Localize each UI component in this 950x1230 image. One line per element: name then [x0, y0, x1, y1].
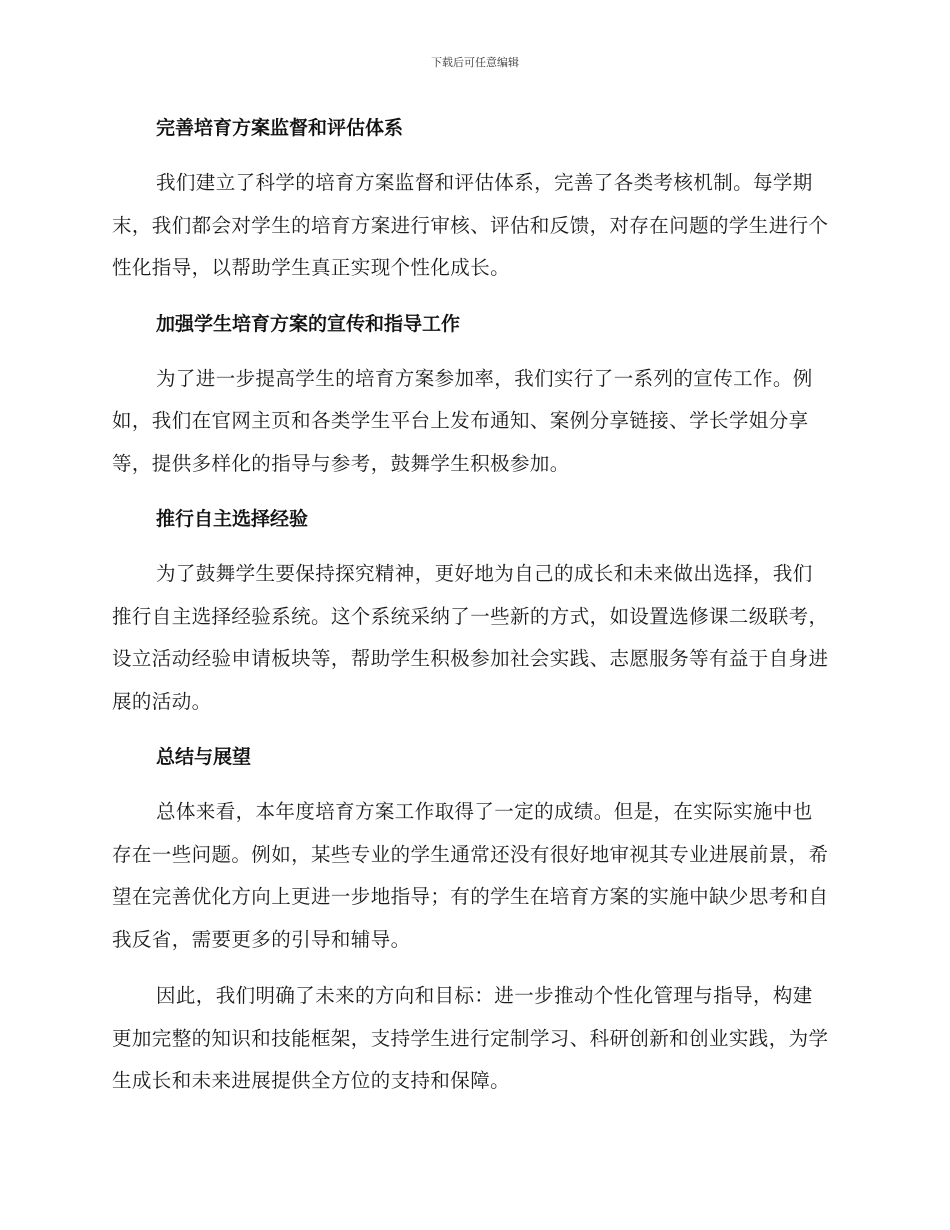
body-paragraph: 为了进一步提高学生的培育方案参加率，我们实行了一系列的宣传工作。例如，我们在官网主页和各类学生平台上发布通知、案例分享链接、学长学姐分享等，提供多样化的指导与参考，鼓舞学生积极参加。: [112, 366, 813, 475]
body-paragraph: 因此，我们明确了未来的方向和目标：进一步推动个性化管理与指导，构建更加完整的知识和技能框架，支持学生进行定制学习、科研创新和创业实践，为学生成长和未来进展提供全方位的支持和保障。: [112, 984, 829, 1092]
page-header: 下载后可任意编辑: [431, 56, 519, 69]
section-heading: 加强学生培育方案的宣传和指导工作: [156, 312, 461, 335]
section-heading: 完善培育方案监督和评估体系: [156, 117, 404, 139]
document-body: [112, 108, 832, 1117]
body-paragraph: 总体来看，本年度培育方案工作取得了一定的成绩。但是，在实际实施中也存在一些问题。例如，某些专业的学生通常还没有很好地审视其专业进展前景，希望在完善优化方向上更进一步地指导；有的学生在培育方案的实施中缺少思考和自我反省，需要更多的引导和辅导。: [112, 800, 829, 951]
body-paragraph: 为了鼓舞学生要保持探究精神，更好地为自己的成长和未来做出选择，我们推行自主选择经验系统。这个系统采纳了一些新的方式，如设置选修课二级联考，设立活动经验申请板块等，帮助学生积极参加社会实践、志愿服务等有益于自身进展的活动。: [112, 562, 829, 713]
section-heading: 推行自主选择经验: [156, 508, 309, 530]
body-paragraph: 我们建立了科学的培育方案监督和评估体系，完善了各类考核机制。每学期末，我们都会对学生的培育方案进行审核、评估和反馈，对存在问题的学生进行个性化指导，以帮助学生真正实现个性化成长。: [112, 171, 829, 279]
section-heading: 总结与展望: [156, 746, 252, 768]
